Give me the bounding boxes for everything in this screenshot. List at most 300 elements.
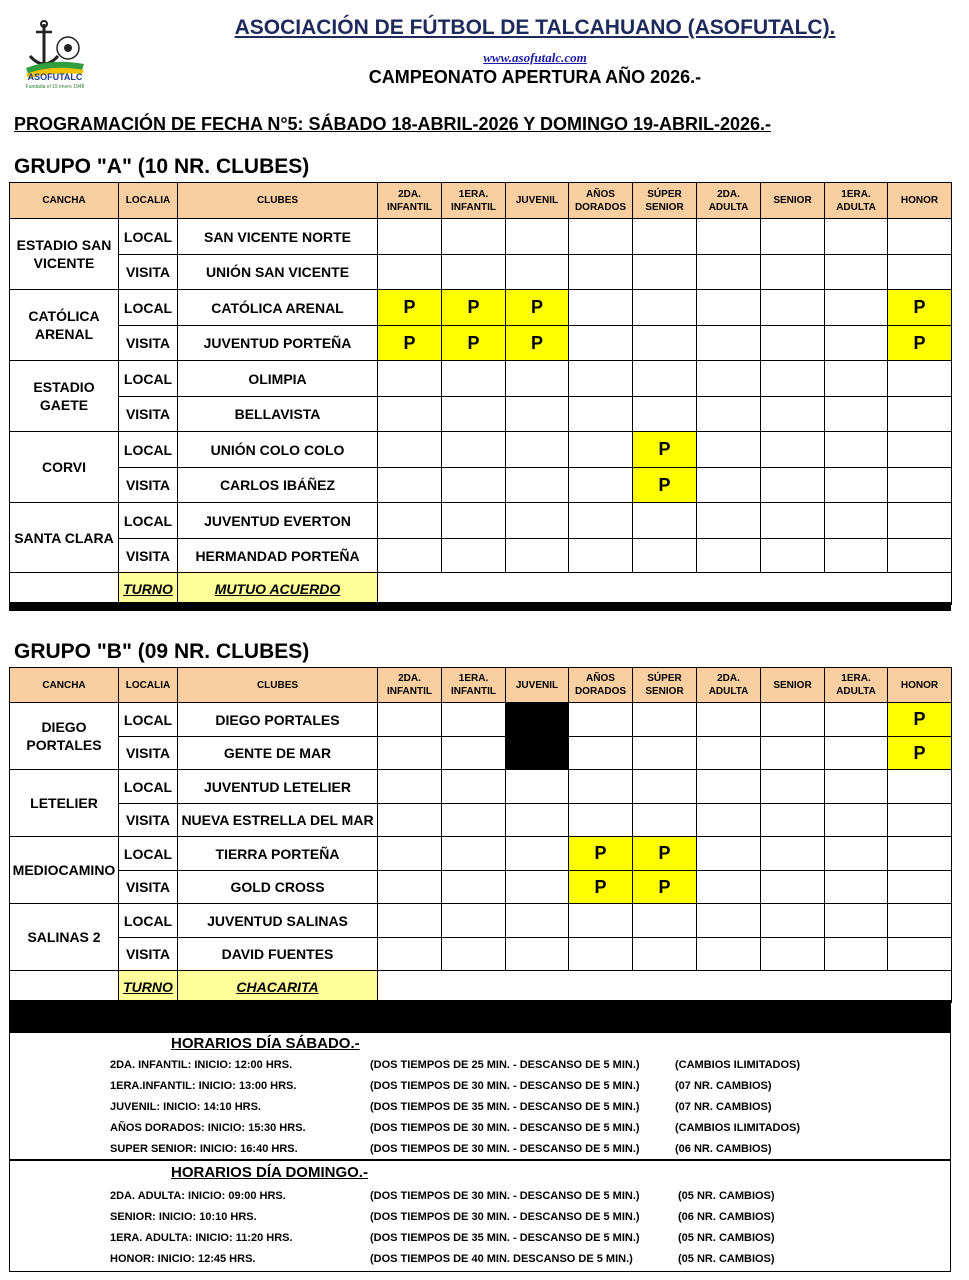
website-link[interactable]: www.asofutalc.com xyxy=(483,50,587,65)
localia-cell: LOCAL xyxy=(119,503,178,539)
table-row xyxy=(10,255,952,290)
table-row xyxy=(10,703,952,737)
schedule-changes: (07 NR. CAMBIOS) xyxy=(675,1080,772,1092)
match-cell xyxy=(761,503,825,539)
schedule-time: (DOS TIEMPOS DE 30 MIN. - DESCANSO DE 5 MIN.) xyxy=(370,1190,640,1202)
col-text: SÚPER xyxy=(647,673,682,684)
match-cell xyxy=(697,871,761,904)
venue-name: SANTA CLARA xyxy=(10,503,119,573)
match-cell xyxy=(378,468,442,503)
match-cell xyxy=(569,326,633,361)
match-cell xyxy=(825,468,888,503)
localia-cell: LOCAL xyxy=(119,770,178,804)
championship-title: CAMPEONATO APERTURA AÑO 2026.- xyxy=(368,67,702,87)
turno-label: TURNO xyxy=(119,971,178,1003)
table-row xyxy=(10,737,952,770)
match-mark: P xyxy=(633,837,697,871)
col-text: 1ERA. xyxy=(458,188,489,200)
schedule-row xyxy=(110,1101,930,1117)
match-cell xyxy=(761,904,825,938)
match-cell xyxy=(442,468,506,503)
col-text: AÑOS xyxy=(586,188,615,200)
schedule-time: (DOS TIEMPOS DE 30 MIN. - DESCANSO DE 5 MIN.) xyxy=(370,1143,640,1155)
table-row xyxy=(10,503,952,539)
club-name: OLIMPIA xyxy=(178,361,378,397)
match-cell xyxy=(697,361,761,397)
divider-bar xyxy=(9,602,951,611)
turno-row xyxy=(10,573,952,605)
club-name: UNIÓN COLO COLO xyxy=(178,432,378,468)
match-mark: P xyxy=(506,290,569,326)
table-row xyxy=(10,871,952,904)
match-mark: P xyxy=(633,871,697,904)
col-anos-dorados xyxy=(569,668,633,703)
col-2da-infantil xyxy=(378,668,442,703)
localia-cell: VISITA xyxy=(119,938,178,971)
col-clubes: CLUBES xyxy=(178,183,378,219)
col-1era-infantil xyxy=(442,183,506,219)
group-a-title: GRUPO "A" (10 NR. CLUBES) xyxy=(14,155,310,178)
match-cell xyxy=(697,503,761,539)
club-name: NUEVA ESTRELLA DEL MAR xyxy=(178,804,378,837)
schedule-row xyxy=(110,1143,930,1159)
match-cell xyxy=(888,255,952,290)
match-mark: P xyxy=(442,326,506,361)
match-cell xyxy=(888,871,952,904)
match-cell xyxy=(442,938,506,971)
schedule-changes: (CAMBIOS ILIMITADOS) xyxy=(675,1059,801,1071)
match-cell xyxy=(442,361,506,397)
table-row xyxy=(10,219,952,255)
schedule-changes: (05 NR. CAMBIOS) xyxy=(678,1253,775,1265)
match-cell xyxy=(761,219,825,255)
schedule-time: (DOS TIEMPOS DE 25 MIN. - DESCANSO DE 5 MIN.) xyxy=(370,1059,640,1071)
match-cell xyxy=(697,804,761,837)
match-mark: P xyxy=(888,290,952,326)
club-name: DIEGO PORTALES xyxy=(178,703,378,737)
match-cell xyxy=(697,539,761,573)
blocked-cell xyxy=(506,703,569,737)
match-cell xyxy=(378,837,442,871)
venue-name: MEDIOCAMINO xyxy=(10,837,119,904)
schedule-category: SENIOR: INICIO: 10:10 HRS. xyxy=(110,1211,257,1223)
localia-cell: VISITA xyxy=(119,397,178,432)
schedule-time: (DOS TIEMPOS DE 30 MIN. - DESCANSO DE 5 MIN.) xyxy=(370,1211,640,1223)
match-cell xyxy=(378,432,442,468)
match-cell xyxy=(761,539,825,573)
col-text: ADULTA xyxy=(836,686,876,697)
localia-cell: VISITA xyxy=(119,804,178,837)
match-cell xyxy=(506,539,569,573)
col-1era-infantil xyxy=(442,668,506,703)
blocked-cell xyxy=(506,737,569,770)
col-text: 2DA. xyxy=(717,188,740,200)
venue-name: SALINAS 2 xyxy=(10,904,119,971)
col-2da-adulta xyxy=(697,668,761,703)
match-cell xyxy=(378,503,442,539)
match-cell xyxy=(378,871,442,904)
club-name: GOLD CROSS xyxy=(178,871,378,904)
match-cell xyxy=(506,397,569,432)
venue-name: ESTADIO GAETE xyxy=(10,361,119,432)
localia-cell: LOCAL xyxy=(119,432,178,468)
col-super-senior xyxy=(633,183,697,219)
match-cell xyxy=(825,503,888,539)
localia-cell: LOCAL xyxy=(119,361,178,397)
match-cell xyxy=(888,361,952,397)
match-cell xyxy=(442,804,506,837)
col-text: 2DA. xyxy=(398,673,421,684)
match-cell xyxy=(825,361,888,397)
match-cell xyxy=(825,326,888,361)
group-b-table xyxy=(9,667,952,1003)
schedule-time: (DOS TIEMPOS DE 30 MIN. - DESCANSO DE 5 MIN.) xyxy=(370,1080,640,1092)
club-name: SAN VICENTE NORTE xyxy=(178,219,378,255)
match-cell xyxy=(378,737,442,770)
table-row xyxy=(10,397,952,432)
schedule-changes: (CAMBIOS ILIMITADOS) xyxy=(675,1122,801,1134)
col-cancha: CANCHA xyxy=(10,668,119,703)
match-cell xyxy=(442,770,506,804)
col-2da-infantil xyxy=(378,183,442,219)
match-mark: P xyxy=(569,871,633,904)
match-mark: P xyxy=(378,326,442,361)
match-cell xyxy=(888,397,952,432)
match-cell xyxy=(442,703,506,737)
col-super-senior xyxy=(633,668,697,703)
match-cell xyxy=(569,938,633,971)
col-senior: SENIOR xyxy=(761,668,825,703)
match-cell xyxy=(825,432,888,468)
match-cell xyxy=(825,397,888,432)
match-cell xyxy=(506,432,569,468)
match-cell xyxy=(633,904,697,938)
match-cell xyxy=(378,770,442,804)
table-row xyxy=(10,539,952,573)
match-cell xyxy=(378,938,442,971)
col-text: 1ERA. xyxy=(458,673,489,684)
localia-cell: LOCAL xyxy=(119,219,178,255)
match-cell xyxy=(697,397,761,432)
schedule-category: AÑOS DORADOS: INICIO: 15:30 HRS. xyxy=(110,1122,306,1134)
col-text: DORADOS xyxy=(574,686,627,697)
match-cell xyxy=(633,361,697,397)
match-mark: P xyxy=(506,326,569,361)
match-cell xyxy=(506,871,569,904)
col-text: 2DA. xyxy=(717,673,740,684)
match-mark: P xyxy=(888,326,952,361)
localia-cell: LOCAL xyxy=(119,904,178,938)
match-cell xyxy=(633,290,697,326)
schedule-changes: (06 NR. CAMBIOS) xyxy=(675,1143,772,1155)
match-cell xyxy=(888,938,952,971)
match-cell xyxy=(825,737,888,770)
col-localia: LOCALIA xyxy=(119,668,178,703)
saturday-title: HORARIOS DÍA SÁBADO.- xyxy=(171,1035,360,1052)
match-cell xyxy=(506,503,569,539)
match-cell xyxy=(378,804,442,837)
col-1era-adulta xyxy=(825,183,888,219)
match-cell xyxy=(569,361,633,397)
localia-cell: VISITA xyxy=(119,255,178,290)
table-row xyxy=(10,770,952,804)
col-juvenil: JUVENIL xyxy=(506,668,569,703)
match-cell xyxy=(442,255,506,290)
match-cell xyxy=(506,804,569,837)
schedule-category: JUVENIL: INICIO: 14:10 HRS. xyxy=(110,1101,261,1113)
col-text: 1ERA. xyxy=(841,673,871,684)
match-cell xyxy=(506,837,569,871)
match-cell xyxy=(697,468,761,503)
club-name: JUVENTUD SALINAS xyxy=(178,904,378,938)
match-cell xyxy=(569,219,633,255)
match-cell xyxy=(569,804,633,837)
match-cell xyxy=(442,397,506,432)
schedule-time: (DOS TIEMPOS DE 30 MIN. - DESCANSO DE 5 MIN.) xyxy=(370,1122,640,1134)
col-text: INFANTIL xyxy=(387,201,432,213)
localia-cell: VISITA xyxy=(119,326,178,361)
match-cell xyxy=(761,255,825,290)
match-cell xyxy=(825,904,888,938)
schedule-time: (DOS TIEMPOS DE 35 MIN. - DESCANSO DE 5 MIN.) xyxy=(370,1101,640,1113)
match-cell xyxy=(888,770,952,804)
table-row xyxy=(10,837,952,871)
schedule-row xyxy=(110,1122,930,1138)
match-cell xyxy=(761,432,825,468)
turno-label: TURNO xyxy=(119,573,178,605)
match-cell xyxy=(761,837,825,871)
turno-value: MUTUO ACUERDO xyxy=(178,573,378,605)
match-cell xyxy=(697,938,761,971)
match-cell xyxy=(888,539,952,573)
match-mark: P xyxy=(442,290,506,326)
schedule-row xyxy=(110,1080,930,1096)
match-cell xyxy=(697,904,761,938)
match-cell xyxy=(633,804,697,837)
schedule-category: 2DA. INFANTIL: INICIO: 12:00 HRS. xyxy=(110,1059,293,1071)
match-cell xyxy=(825,938,888,971)
schedule-changes: (06 NR. CAMBIOS) xyxy=(678,1211,775,1223)
divider-bar xyxy=(9,1000,951,1032)
match-cell xyxy=(761,703,825,737)
col-cancha: CANCHA xyxy=(10,183,119,219)
match-cell xyxy=(761,938,825,971)
club-name: JUVENTUD LETELIER xyxy=(178,770,378,804)
venue-name: LETELIER xyxy=(10,770,119,837)
club-name: CATÓLICA ARENAL xyxy=(178,290,378,326)
sunday-title: HORARIOS DÍA DOMINGO.- xyxy=(171,1164,368,1181)
match-cell xyxy=(506,361,569,397)
col-text: 2DA. xyxy=(398,188,421,200)
col-anos-dorados xyxy=(569,183,633,219)
turno-row xyxy=(10,971,952,1003)
match-cell xyxy=(442,539,506,573)
col-text: SENIOR xyxy=(645,201,684,213)
match-cell xyxy=(633,503,697,539)
match-cell xyxy=(569,539,633,573)
match-cell xyxy=(888,503,952,539)
table-row xyxy=(10,361,952,397)
col-localia: LOCALIA xyxy=(119,183,178,219)
match-cell xyxy=(761,326,825,361)
match-cell xyxy=(633,737,697,770)
match-cell xyxy=(569,397,633,432)
col-text: AÑOS xyxy=(586,673,615,684)
match-cell xyxy=(697,255,761,290)
col-text: DORADOS xyxy=(574,201,627,213)
venue-name: DIEGO PORTALES xyxy=(10,703,119,770)
match-cell xyxy=(569,290,633,326)
match-cell xyxy=(697,770,761,804)
localia-cell: VISITA xyxy=(119,737,178,770)
match-cell xyxy=(506,468,569,503)
match-mark: P xyxy=(633,432,697,468)
club-name: DAVID FUENTES xyxy=(178,938,378,971)
table-row xyxy=(10,468,952,503)
col-honor: HONOR xyxy=(888,183,952,219)
match-cell xyxy=(697,837,761,871)
col-text: INFANTIL xyxy=(451,686,496,697)
col-text: SÚPER xyxy=(647,188,682,200)
localia-cell: VISITA xyxy=(119,871,178,904)
match-cell xyxy=(506,219,569,255)
match-cell xyxy=(825,770,888,804)
match-cell xyxy=(569,503,633,539)
table-row xyxy=(10,804,952,837)
localia-cell: LOCAL xyxy=(119,837,178,871)
venue-name: CORVI xyxy=(10,432,119,503)
match-cell xyxy=(888,804,952,837)
logo-text: ASOFUTALC xyxy=(27,72,83,82)
group-a-table xyxy=(9,182,952,605)
match-cell xyxy=(506,770,569,804)
match-cell xyxy=(825,539,888,573)
match-cell xyxy=(697,703,761,737)
saturday-schedule xyxy=(9,1032,951,1160)
table-header xyxy=(10,183,952,219)
match-cell xyxy=(442,219,506,255)
match-cell xyxy=(761,804,825,837)
localia-cell: LOCAL xyxy=(119,703,178,737)
logo-subtext: Fundada el 19 enero 1948 xyxy=(25,84,85,90)
club-name: HERMANDAD PORTEÑA xyxy=(178,539,378,573)
localia-cell: VISITA xyxy=(119,468,178,503)
match-cell xyxy=(633,938,697,971)
col-clubes: CLUBES xyxy=(178,668,378,703)
match-cell xyxy=(825,703,888,737)
schedule-category: SUPER SENIOR: INICIO: 16:40 HRS. xyxy=(110,1143,298,1155)
match-cell xyxy=(378,539,442,573)
match-cell xyxy=(633,703,697,737)
table-row xyxy=(10,432,952,468)
schedule-category: 1ERA. ADULTA: INICIO: 11:20 HRS. xyxy=(110,1232,293,1244)
schedule-category: 1ERA.INFANTIL: INICIO: 13:00 HRS. xyxy=(110,1080,297,1092)
match-cell xyxy=(888,837,952,871)
match-cell xyxy=(569,737,633,770)
schedule-changes: (05 NR. CAMBIOS) xyxy=(678,1232,775,1244)
match-cell xyxy=(506,938,569,971)
club-name: BELLAVISTA xyxy=(178,397,378,432)
match-cell xyxy=(825,871,888,904)
schedule-time: (DOS TIEMPOS DE 40 MIN. DESCANSO DE 5 MIN.) xyxy=(370,1253,633,1265)
match-cell xyxy=(569,255,633,290)
match-mark: P xyxy=(378,290,442,326)
match-cell xyxy=(761,290,825,326)
match-cell xyxy=(378,904,442,938)
match-cell xyxy=(442,837,506,871)
schedule-category: HONOR: INICIO: 12:45 HRS. xyxy=(110,1253,256,1265)
match-mark: P xyxy=(633,468,697,503)
table-row xyxy=(10,938,952,971)
match-cell xyxy=(442,432,506,468)
match-cell xyxy=(378,219,442,255)
club-name: JUVENTUD EVERTON xyxy=(178,503,378,539)
col-text: ADULTA xyxy=(708,201,749,213)
match-cell xyxy=(825,255,888,290)
col-2da-adulta xyxy=(697,183,761,219)
match-cell xyxy=(442,871,506,904)
schedule-time: (DOS TIEMPOS DE 35 MIN. - DESCANSO DE 5 MIN.) xyxy=(370,1232,640,1244)
table-row xyxy=(10,904,952,938)
match-cell xyxy=(761,871,825,904)
col-text: ADULTA xyxy=(836,201,876,213)
match-mark: P xyxy=(888,703,952,737)
club-name: CARLOS IBÁÑEZ xyxy=(178,468,378,503)
match-cell xyxy=(888,219,952,255)
col-text: SENIOR xyxy=(645,686,684,697)
match-cell xyxy=(506,904,569,938)
match-cell xyxy=(569,770,633,804)
club-name: GENTE DE MAR xyxy=(178,737,378,770)
match-cell xyxy=(442,737,506,770)
page-title: ASOCIACIÓN DE FÚTBOL DE TALCAHUANO (ASOFUTALC). xyxy=(234,16,836,39)
match-cell xyxy=(697,219,761,255)
schedule-row xyxy=(110,1190,930,1206)
localia-cell: LOCAL xyxy=(119,290,178,326)
schedule-row xyxy=(110,1211,930,1227)
empty-cell xyxy=(378,573,952,605)
schedule-category: 2DA. ADULTA: INICIO: 09:00 HRS. xyxy=(110,1190,286,1202)
table-row xyxy=(10,326,952,361)
match-cell xyxy=(569,904,633,938)
match-cell xyxy=(825,804,888,837)
match-cell xyxy=(888,904,952,938)
match-cell xyxy=(378,361,442,397)
empty-cell xyxy=(10,573,119,605)
match-cell xyxy=(633,770,697,804)
empty-cell xyxy=(378,971,952,1003)
schedule-changes: (07 NR. CAMBIOS) xyxy=(675,1101,772,1113)
col-text: INFANTIL xyxy=(387,686,432,697)
match-cell xyxy=(697,326,761,361)
col-honor: HONOR xyxy=(888,668,952,703)
match-cell xyxy=(378,255,442,290)
match-cell xyxy=(697,432,761,468)
match-cell xyxy=(825,219,888,255)
match-cell xyxy=(633,539,697,573)
match-cell xyxy=(761,737,825,770)
match-cell xyxy=(569,703,633,737)
club-name: JUVENTUD PORTEÑA xyxy=(178,326,378,361)
match-cell xyxy=(378,703,442,737)
match-cell xyxy=(697,737,761,770)
match-mark: P xyxy=(888,737,952,770)
col-text: 1ERA. xyxy=(841,188,871,200)
match-cell xyxy=(761,770,825,804)
match-cell xyxy=(761,397,825,432)
club-name: TIERRA PORTEÑA xyxy=(178,837,378,871)
match-cell xyxy=(825,837,888,871)
